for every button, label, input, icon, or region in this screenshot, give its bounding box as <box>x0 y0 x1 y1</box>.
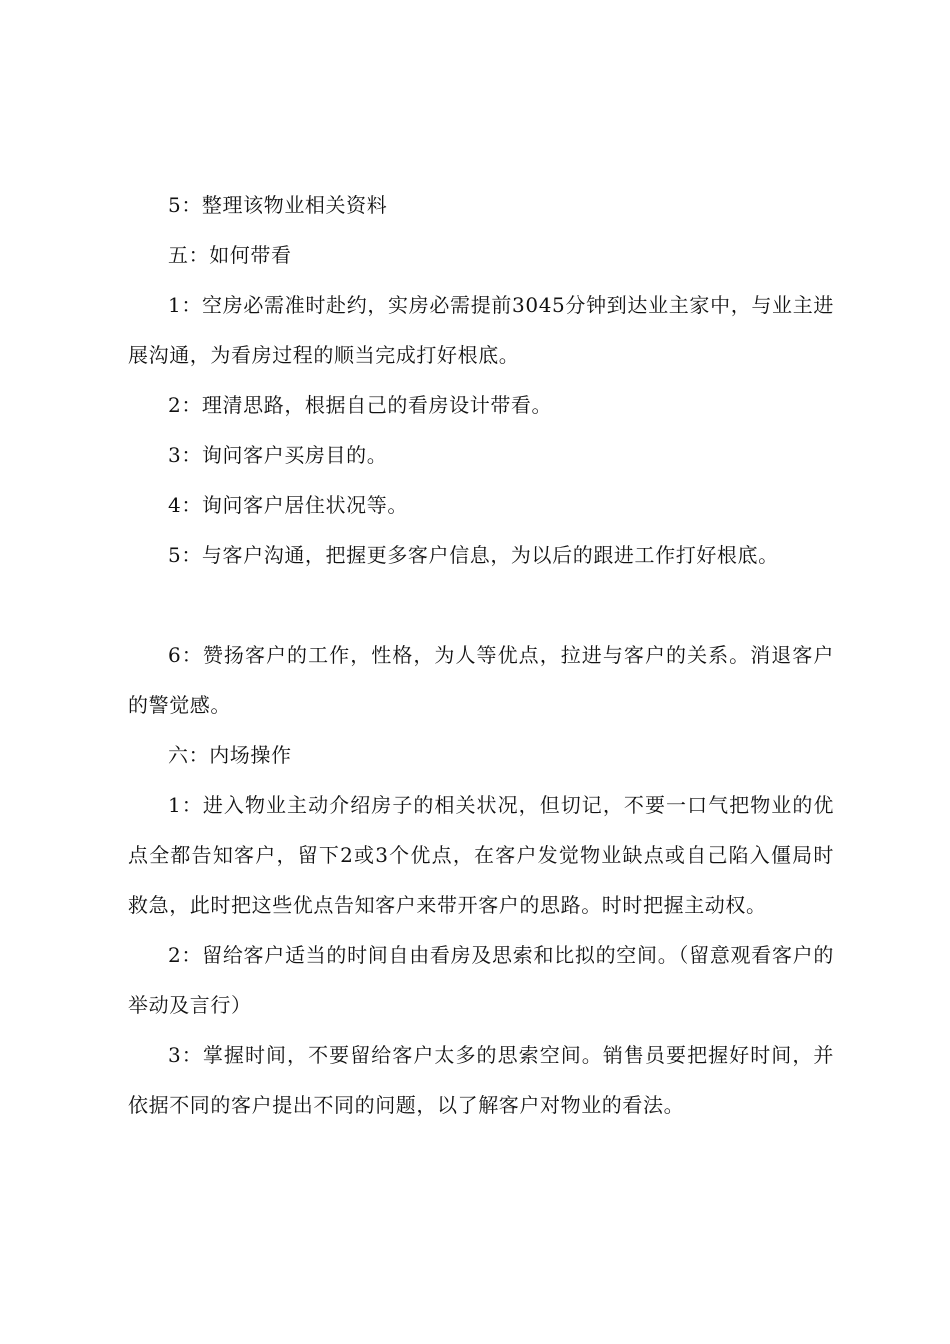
paragraph-item-3-control-time: 3：掌握时间，不要留给客户太多的思索空间。销售员要把握好时间，并依据不同的客户提出不同的问题，以了解客户对物业的看法。 <box>128 1043 834 1117</box>
section-heading-indoor-operation: 六：内场操作 <box>168 743 292 767</box>
paragraph-item-5-organize-materials: 5：整理该物业相关资料 <box>168 193 388 217</box>
paragraph-item-5-communicate: 5：与客户沟通，把握更多客户信息，为以后的跟进工作打好根底。 <box>168 543 779 567</box>
section-heading-how-to-show: 五：如何带看 <box>168 243 292 267</box>
paragraph-item-4-ask-living-status: 4：询问客户居住状况等。 <box>168 493 408 517</box>
paragraph-item-2-clear-thinking: 2：理清思路，根据自己的看房设计带看。 <box>168 393 553 417</box>
paragraph-item-1-introduce-property: 1：进入物业主动介绍房子的相关状况，但切记，不要一口气把物业的优点全都告知客户，留下2或3个优点，在客户发觉物业缺点或自己陷入僵局时救急，此时把这些优点告知客户来带开客户的思路。时时把握主动权。 <box>128 793 834 917</box>
paragraph-item-2-give-time: 2：留给客户适当的时间自由看房及思索和比拟的空间。（留意观看客户的举动及言行） <box>128 943 834 1017</box>
paragraph-item-3-ask-purpose: 3：询问客户买房目的。 <box>168 443 388 467</box>
document-body <box>128 180 834 1130</box>
paragraph-item-1-punctuality: 1：空房必需准时赴约，实房必需提前3045分钟到达业主家中，与业主进展沟通，为看房过程的顺当完成打好根底。 <box>128 293 834 367</box>
paragraph-item-6-praise-client: 6：赞扬客户的工作，性格，为人等优点，拉进与客户的关系。消退客户的警觉感。 <box>128 643 834 717</box>
